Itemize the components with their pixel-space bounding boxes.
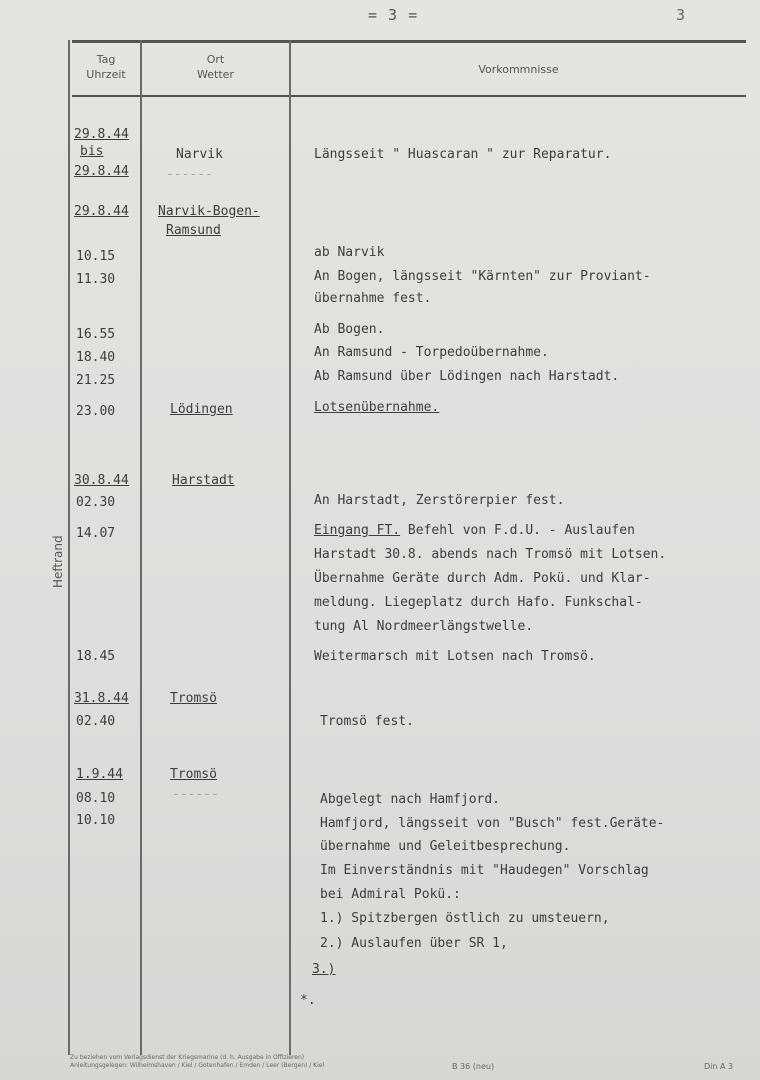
header-bottom-border — [72, 95, 746, 97]
event-cell: Harstadt 30.8. abends nach Tromsö mit Lotsen. — [314, 547, 667, 562]
footer-left — [70, 1054, 324, 1070]
time-cell: 02.40 — [76, 714, 116, 729]
page-number-center: = 3 = — [368, 6, 419, 24]
table-top-border — [72, 40, 746, 43]
time-cell: 10.15 — [76, 249, 116, 264]
event-cell: 2.) Auslaufen über SR 1, — [320, 936, 508, 951]
event-cell: übernahme und Geleitbesprechung. — [320, 839, 571, 854]
event-cell: Ab Bogen. — [314, 322, 385, 337]
footer-left-line: Anleitungsgelegen: Wilhelmshaven / Kiel / Gotenhafen / Emden / Leer (Bergen) / Kiel — [70, 1062, 325, 1069]
event-cell: Lotsenübernahme. — [314, 400, 440, 415]
place-cell: Tromsö — [170, 767, 217, 782]
time-cell: 18.40 — [76, 350, 116, 365]
event-cell: bei Admiral Pokü.: — [320, 887, 461, 902]
time-cell: 16.55 — [76, 327, 116, 342]
place-cell: ------ — [166, 167, 213, 182]
footer-paper-size: Din A 3 — [704, 1062, 734, 1071]
place-cell: Harstadt — [172, 473, 235, 488]
header-tag-uhrzeit — [72, 52, 140, 82]
time-cell: 11.30 — [76, 272, 116, 287]
time-cell: 10.10 — [76, 813, 116, 828]
time-cell: 21.25 — [76, 373, 116, 388]
header-vorkommnisse: Vorkommnisse — [478, 63, 559, 76]
event-cell: übernahme fest. — [314, 291, 432, 306]
time-cell: 14.07 — [76, 526, 116, 541]
place-cell: Narvik-Bogen- — [158, 204, 260, 219]
event-cell: Übernahme Geräte durch Adm. Pokü. und Klar- — [314, 571, 651, 586]
date-cell: 29.8.44 — [74, 164, 129, 179]
event-cell: Im Einverständnis mit "Haudegen" Vorschlag — [320, 863, 649, 878]
header-uhrzeit: Uhrzeit — [86, 68, 126, 81]
place-cell: Tromsö — [170, 691, 217, 706]
event-text: Befehl von F.d.U. - Auslaufen — [400, 523, 635, 538]
date-cell: 1.9.44 — [76, 767, 123, 782]
event-cell: Tromsö fest. — [320, 714, 414, 729]
place-cell: Lödingen — [170, 402, 233, 417]
time-cell: 18.45 — [76, 649, 116, 664]
header-wetter: Wetter — [197, 68, 234, 81]
date-cell: 31.8.44 — [74, 691, 129, 706]
event-cell: meldung. Liegeplatz durch Hafo. Funkschal- — [314, 595, 643, 610]
date-cell: 29.8.44 — [74, 127, 129, 142]
event-cell: Hamfjord, längsseit von "Busch" fest.Geräte- — [320, 816, 665, 831]
header-ort-wetter — [142, 52, 289, 82]
event-cell: Abgelegt nach Hamfjord. — [320, 792, 501, 807]
time-cell: 02.30 — [76, 495, 116, 510]
place-cell: Ramsund — [166, 223, 221, 238]
event-cell: 3.) — [312, 962, 336, 977]
footer-form-number: B 36 (neu) — [452, 1062, 495, 1071]
event-cell: Längsseit " Huascaran " zur Reparatur. — [314, 147, 612, 162]
event-cell: 1.) Spitzbergen östlich zu umsteuern, — [320, 911, 610, 926]
time-cell: 08.10 — [76, 791, 116, 806]
page-number-right: 3 — [676, 6, 686, 24]
event-cell: An Ramsund - Torpedoübernahme. — [314, 345, 549, 360]
event-heading: Eingang FT. — [314, 523, 401, 538]
event-cell — [314, 522, 635, 539]
event-cell: *. — [300, 993, 316, 1008]
event-cell: An Harstadt, Zerstörerpier fest. — [314, 493, 565, 508]
column-divider-2 — [140, 40, 142, 1055]
date-cell: 30.8.44 — [74, 473, 129, 488]
event-cell: Ab Ramsund über Lödingen nach Harstadt. — [314, 369, 620, 384]
place-cell: Narvik — [176, 147, 223, 162]
header-ort: Ort — [206, 53, 225, 66]
date-cell: 29.8.44 — [74, 204, 129, 219]
time-cell: 23.00 — [76, 404, 116, 419]
header-tag: Tag — [96, 53, 116, 66]
margin-label: Heftrand — [51, 535, 65, 588]
event-cell: ab Narvik — [314, 245, 385, 260]
column-divider-3 — [289, 40, 291, 1055]
date-cell: bis — [80, 144, 104, 159]
column-divider-1 — [68, 40, 70, 1055]
footer-left-line: Zu beziehen vom Verlagsdienst der Kriegsmarine (d. h. Ausgabe in Offizieren) — [70, 1054, 305, 1061]
place-cell: ------ — [172, 787, 219, 802]
event-cell: tung Al Nordmeerlängstwelle. — [314, 619, 534, 634]
event-cell: An Bogen, längsseit "Kärnten" zur Proviant- — [314, 269, 651, 284]
event-cell: Weitermarsch mit Lotsen nach Tromsö. — [314, 649, 596, 664]
